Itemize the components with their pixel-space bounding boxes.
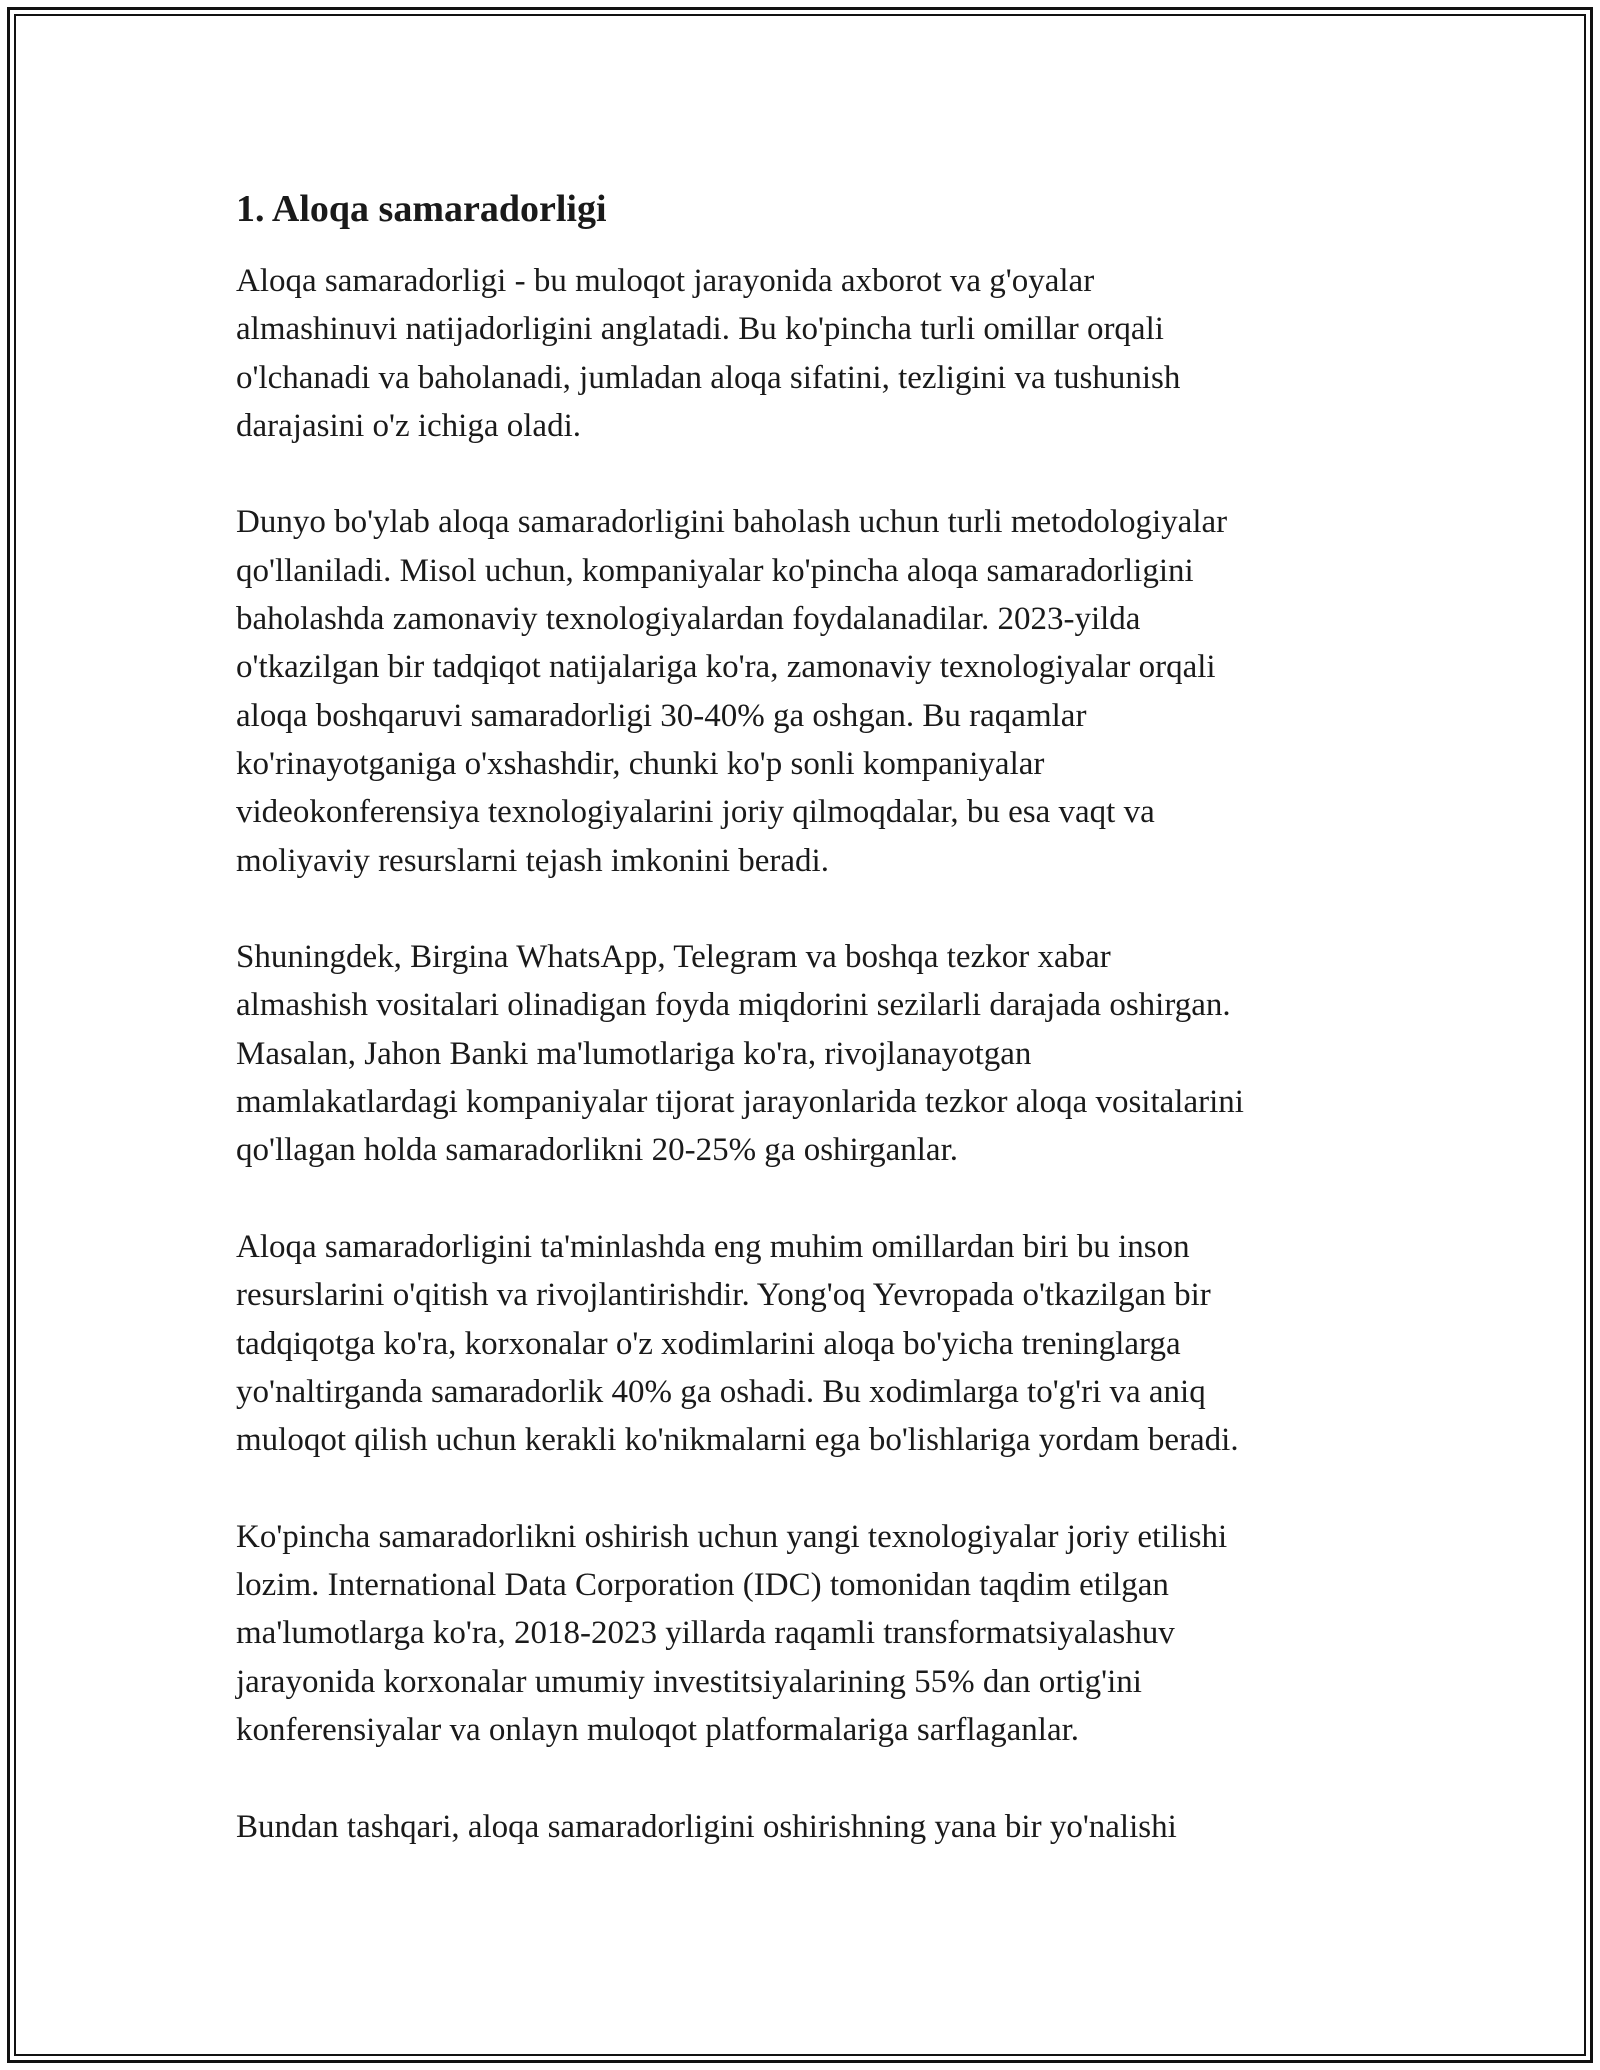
section-title: 1. Aloqa samaradorligi xyxy=(236,188,607,230)
paragraph-training: Aloqa samaradorligini ta'minlashda eng muhim omillardan biri bu inson resurslarini o'qitish va rivojlantirishdir. Yong'oq Yevropada o'tkazilgan bir tadqiqotga ko'ra, korxonalar o'z xodimlarini aloqa bo'yicha treninglarga yo'naltirganda samaradorlik 40% ga oshadi. Bu xodimlarga to'g'ri va aniq muloqot qilish uchun kerakli ko'nikmalarni ega bo'lishlariga yordam beradi. xyxy=(236,1228,1239,1459)
paragraph-messengers: Shuningdek, Birgina WhatsApp, Telegram va boshqa tezkor xabar almashish vositalari olinadigan foyda miqdorini sezilarli darajada oshirgan. Masalan, Jahon Banki ma'lumotlariga ko'ra, rivojlanayotgan mamlakatlardagi kompaniyalar tijorat jarayonlarida tezkor aloqa vositalarini qo'llagan holda samaradorlikni 20-25% ga oshirganlar. xyxy=(236,939,1244,1169)
paragraph-technologies: Ko'pincha samaradorlikni oshirish uchun yangi texnologiyalar joriy etilishi lozim. International Data Corporation (IDC) tomonidan taqdim etilgan ma'lumotlarga ko'ra, 2018-2023 yillarda raqamli transformatsiyalashuv jarayonida korxonalar umumiy investitsiyalarining 55% dan ortig'ini konferensiyalar va onlayn muloqot platformalariga sarflaganlar. xyxy=(236,1518,1228,1748)
paragraph-methodologies: Dunyo bo'ylab aloqa samaradorligini baholash uchun turli metodologiyalar qo'llaniladi. Misol uchun, kompaniyalar ko'pincha aloqa samaradorligini baholashda zamonaviy texnologiyalardan foydalanadilar. 2023-yilda o'tkazilgan bir tadqiqot natijalariga ko'ra, zamonaviy texnologiyalar orqali aloqa boshqaruvi samaradorligi 30-40% ga oshgan. Bu raqamlar ko'rinayotganiga o'xshashdir, chunki ko'p sonli kompaniyalar videokonferensiya texnologiyalarini joriy qilmoqdalar, bu esa vaqt va moliyaviy resurslarni tejash imkonini beradi. xyxy=(236,504,1228,879)
paragraph-continuation: Bundan tashqari, aloqa samaradorligini oshirishning yana bir yo'nalishi xyxy=(236,1808,1177,1845)
document-body xyxy=(236,185,1376,1899)
paragraph-definition: Aloqa samaradorligi - bu muloqot jarayonida axborot va g'oyalar almashinuvi natijadorligini anglatadi. Bu ko'pincha turli omillar orqali o'lchanadi va baholanadi, jumladan aloqa sifatini, tezligini va tushunish darajasini o'z ichiga oladi. xyxy=(236,263,1181,444)
